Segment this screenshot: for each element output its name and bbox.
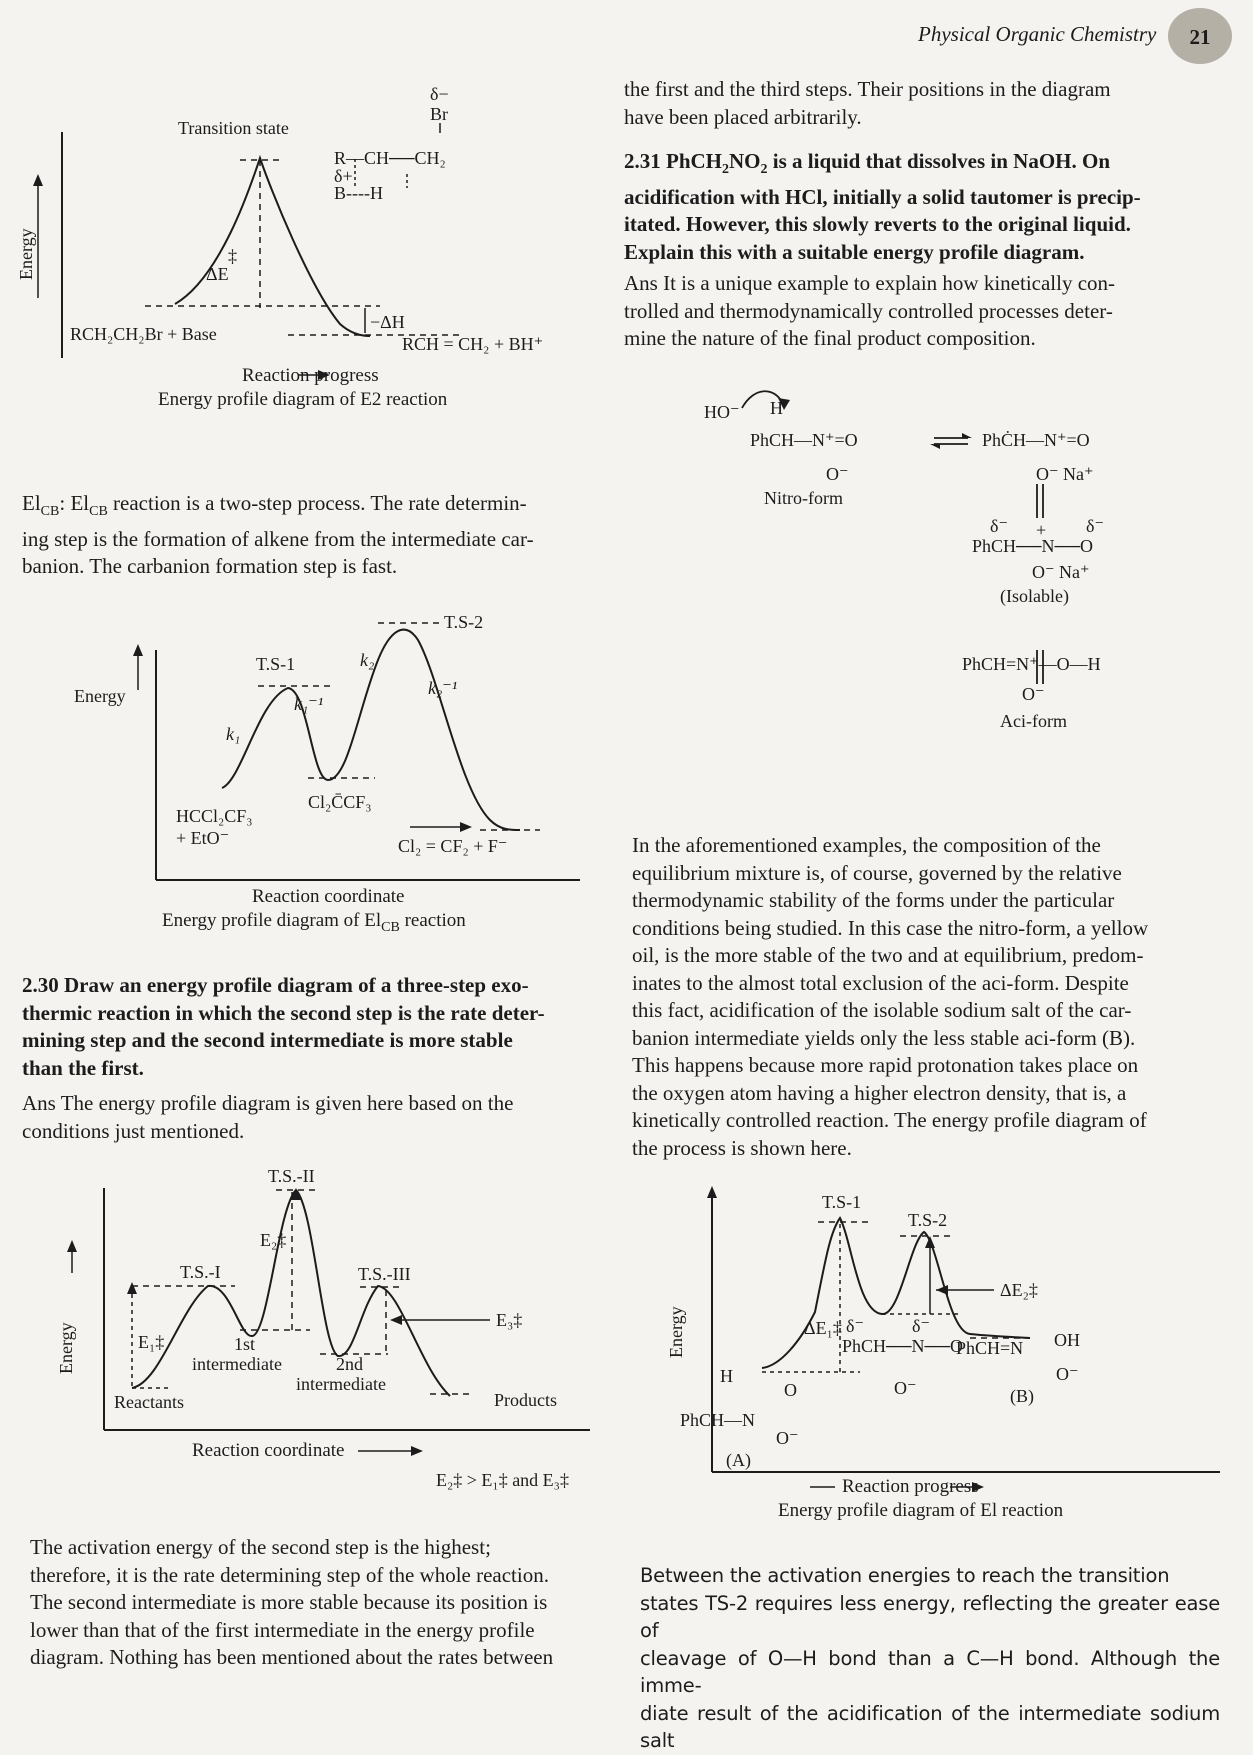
nitro-o-minus: O⁻ xyxy=(826,464,849,484)
continued-paragraph: the first and the third steps. Their positions in the diagram have been placed arbitrarily. xyxy=(624,77,1111,129)
e2-reactant: RCH₂CH₂Br + Base xyxy=(70,324,217,344)
e1cb-k2-reverse: k₂⁻¹ xyxy=(428,678,458,698)
e1-label-a: (A) xyxy=(726,1450,751,1470)
anion-o-na: O⁻ Na⁺ xyxy=(1032,562,1090,582)
three-ts2: T.S.-II xyxy=(268,1166,315,1186)
aci-structure: PhCH=N⁺—O—H xyxy=(962,654,1101,674)
e2-delta-plus: δ+ xyxy=(334,166,353,186)
e1-intermediate-o: O⁻ xyxy=(894,1378,917,1398)
three-ts1: T.S.-I xyxy=(180,1262,221,1282)
e1-delta-e1: ΔE₁‡ xyxy=(804,1318,842,1338)
three-int1-line1: 1st xyxy=(234,1334,256,1354)
three-products: Products xyxy=(494,1390,557,1410)
e1-intermediate: PhCH──N──O xyxy=(842,1336,964,1356)
question-2-31: 2.31 $PhCH_2NO_2$ is a liquid that dissolves in NaOH. On acidification with HCl, initially a solid tautomer is precip- itated. However, this slowly reverts to the original liquid. Explain this with a suitable energy profile diagram. xyxy=(624,149,1141,264)
e2-energy-diagram xyxy=(16,78,610,448)
three-relation: E₂‡ > E₁‡ and E₃‡ xyxy=(436,1470,569,1490)
delocalized-anion: PhCH──N──O xyxy=(972,536,1094,556)
e1cb-caption-axis: Reaction coordinate xyxy=(252,886,405,907)
e1-energy-axis-label: Energy xyxy=(666,1306,686,1358)
three-e1: E₁‡ xyxy=(138,1332,165,1352)
three-reactants: Reactants xyxy=(114,1392,184,1412)
e1cb-product: Cl₂ = CF₂ + F⁻ xyxy=(398,836,508,856)
e1cb-reactant: HCCl₂CF₃ xyxy=(176,806,253,826)
e2-dagger: ‡ xyxy=(228,246,237,266)
three-e3: E₃‡ xyxy=(496,1310,523,1330)
nitro-form-label: Nitro-form xyxy=(764,488,843,508)
e1cb-k1: k₁ xyxy=(226,724,241,744)
e1-delta-e2: ΔE₂‡ xyxy=(1000,1280,1038,1300)
three-ts3: T.S.-III xyxy=(358,1264,411,1284)
e1cb-ts1: T.S-1 xyxy=(256,654,296,674)
e1-caption-title: Energy profile diagram of El reaction xyxy=(778,1500,1064,1521)
e1-delta-c: δ⁻ xyxy=(846,1316,864,1336)
e1-product-oh: OH xyxy=(1054,1330,1080,1350)
e1-reactant-o: O xyxy=(784,1380,797,1400)
e1-reactant-o-minus: O⁻ xyxy=(776,1428,799,1448)
e2-delta-h: −ΔH xyxy=(370,312,405,332)
e1-product: PhCH=N xyxy=(956,1338,1024,1358)
e1-delta-o: δ⁻ xyxy=(912,1316,930,1336)
e1cb-ts2: T.S-2 xyxy=(444,612,484,632)
running-header: Physical Organic Chemistry xyxy=(918,22,1157,46)
e1cb-caption-title: Energy profile diagram of $El_{CB}$ reaction xyxy=(162,910,466,935)
e1-reactant: PhCH—N xyxy=(680,1410,756,1430)
e2-bh: B----H xyxy=(334,183,383,203)
nitro-structure: PhCH—N⁺=O xyxy=(750,430,858,450)
e1-caption-axis: Reaction progress xyxy=(842,1476,979,1497)
e1-label-b: (B) xyxy=(1010,1386,1034,1406)
e2-caption-axis: Reaction progress xyxy=(242,365,379,386)
three-step-energy-diagram xyxy=(20,1168,610,1498)
three-int2-line2: intermediate xyxy=(296,1374,386,1394)
e1-energy-diagram xyxy=(660,1182,1240,1522)
activation-energy-paragraph: Between the activation energies to reach the transition states TS-2 requires less energy, reflecting the greater ease of cleavage of O—H bond than a C—H bond. Although the imme- diate result of the acidification of the intermediate sodium salt xyxy=(640,1564,1220,1752)
e1cb-k1-reverse: k₁⁻¹ xyxy=(294,694,324,714)
e1-product-o: O⁻ xyxy=(1056,1364,1079,1384)
e2-delta-e: ΔE xyxy=(206,264,229,284)
e1cb-energy-axis-label: Energy xyxy=(74,686,126,706)
aci-form-label: Aci-form xyxy=(1000,711,1067,731)
e2-delta-minus: δ− xyxy=(430,84,449,104)
e2-ts-label: Transition state xyxy=(178,118,289,138)
e1cb-energy-diagram xyxy=(60,590,600,940)
e2-br: Br xyxy=(430,104,448,124)
e1cb-k2: k₂ xyxy=(360,650,375,670)
three-energy-axis-label: Energy xyxy=(56,1322,76,1374)
three-caption-axis: Reaction coordinate xyxy=(192,1440,345,1461)
e1-ts1: T.S-1 xyxy=(822,1192,862,1212)
e1cb-paragraph: $El_{CB}$: $El_{CB}$ reaction is a two-step process. The rate determin- ing step is the formation of alkene from the intermediate car- banion. The carbanion formation step is fast. xyxy=(22,491,534,579)
three-int2-line1: 2nd xyxy=(336,1354,363,1374)
e2-caption-title: Energy profile diagram of E2 reaction xyxy=(158,389,448,410)
equilibrium-paragraph: In the aforementioned examples, the composition of the equilibrium mixture is, of course, governed by the relative thermodynamic stability of the forms under the particular conditions being studied. In this case the nitro-form, a yellow oil, is the more stable of the two and at equilibrium, predom- inates to the almost total exclusion of the aci-form. Despite this fact, acidification of the isolable sodium salt of the car- banion intermediate yields only the less stable aci-form (B). This happens because more rapid protonation takes place on the oxygen atom having a higher electron density, that is, a kinetically controlled reaction. The energy profile diagram of the process is shown here. xyxy=(632,833,1149,1160)
e1-h: H xyxy=(720,1366,733,1386)
three-int1-line2: intermediate xyxy=(192,1354,282,1374)
e2-ts-structure: R—CH──CH₂ xyxy=(334,148,446,168)
n-plus: + xyxy=(1036,520,1047,540)
hydroxide: HO⁻ xyxy=(704,402,740,422)
e2-energy-axis-label: Energy xyxy=(16,228,36,280)
carbanion-o-na: O⁻ Na⁺ xyxy=(1036,464,1094,484)
three-e2: E₂‡ xyxy=(260,1230,287,1250)
rate-determining-paragraph: The activation energy of the second step is the highest; therefore, it is the rate determining step of the whole reaction. The second intermediate is more stable because its position is lower than that of the first intermediate in the energy profile diagram. Nothing has been mentioned about the rates between xyxy=(30,1535,554,1669)
tautomer-scheme xyxy=(700,388,1140,808)
e1cb-base: + EtO⁻ xyxy=(176,828,230,848)
question-2-30: 2.30 Draw an energy profile diagram of a three-step exo- thermic reaction in which the second step is the rate deter- mining step and the second intermediate is more stable than the first. xyxy=(22,973,545,1080)
carbanion-structure: PhĊH—N⁺=O xyxy=(982,430,1090,450)
e1-ts2: T.S-2 xyxy=(908,1210,948,1230)
delta-minus-c: δ⁻ xyxy=(990,516,1008,536)
isolable-label: (Isolable) xyxy=(1000,586,1069,606)
delta-minus-o: δ⁻ xyxy=(1086,516,1104,536)
e2-product: RCH = CH₂ + BH⁺ xyxy=(402,334,544,354)
page-number: 21 xyxy=(1168,8,1232,64)
answer-2-30: Ans The energy profile diagram is given here based on the conditions just mentioned. xyxy=(22,1091,514,1143)
aci-o-minus: O⁻ xyxy=(1022,684,1045,704)
answer-2-31: Ans It is a unique example to explain how kinetically con- trolled and thermodynamically controlled processes deter- mine the nature of the final product composition. xyxy=(624,271,1116,350)
e1cb-carbanion: Cl₂C̄CF₃ xyxy=(308,792,372,812)
acidic-h: H xyxy=(770,398,783,418)
